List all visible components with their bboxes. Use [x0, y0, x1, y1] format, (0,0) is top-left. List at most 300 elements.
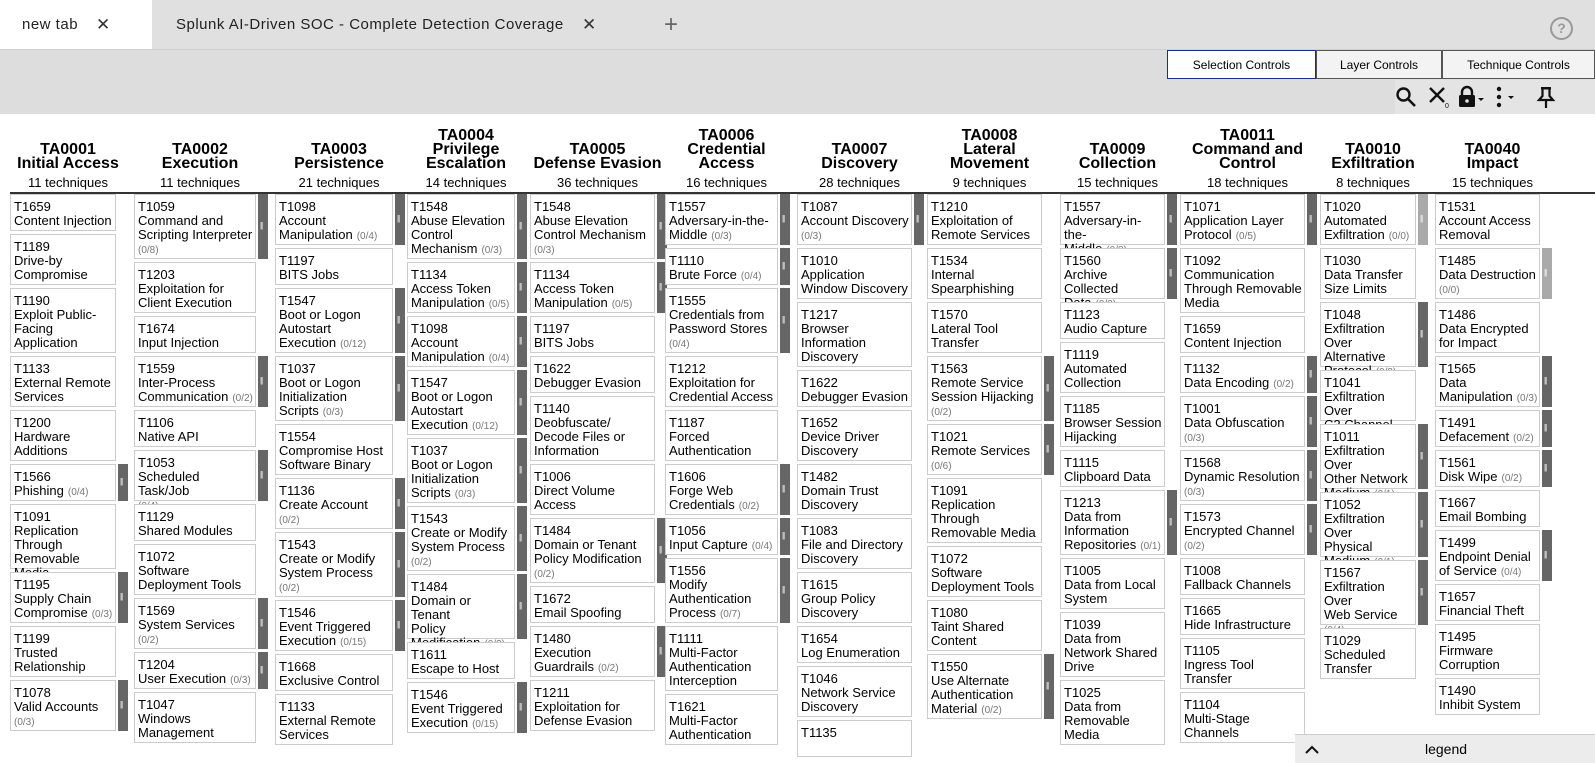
technique-name: Scheduled Task/Job — [138, 469, 200, 498]
technique-cell[interactable] — [1435, 490, 1540, 527]
subtechnique-toggle[interactable] — [780, 518, 790, 555]
technique-cell[interactable] — [1320, 194, 1416, 245]
technique-cell[interactable] — [530, 626, 655, 677]
subtechnique-toggle[interactable] — [258, 450, 268, 501]
technique-cell[interactable] — [665, 356, 778, 407]
technique-cell[interactable] — [797, 518, 912, 569]
technique-name: Transfer — [931, 335, 979, 350]
technique-cell[interactable] — [665, 626, 778, 691]
technique-cell[interactable] — [134, 450, 256, 501]
technique-name: Inter-Process — [138, 375, 216, 390]
tactic-header[interactable] — [275, 124, 403, 190]
technique-name: Discovery — [801, 349, 859, 364]
subtechnique-toggle[interactable] — [1307, 396, 1317, 447]
technique-name: Decode Files or — [534, 429, 626, 444]
subtechnique-toggle[interactable] — [517, 438, 527, 503]
subtechnique-toggle[interactable] — [1418, 302, 1428, 367]
technique-cell[interactable] — [797, 626, 912, 663]
subtechnique-toggle[interactable] — [517, 194, 527, 259]
technique-cell[interactable] — [530, 586, 655, 623]
tactic-header[interactable] — [134, 124, 266, 190]
technique-cell[interactable] — [1060, 558, 1165, 609]
tactic-header[interactable] — [10, 124, 126, 190]
technique-cell[interactable] — [407, 642, 515, 679]
technique-cell[interactable] — [530, 194, 655, 259]
subtechnique-toggle[interactable] — [1307, 450, 1317, 501]
technique-cell[interactable] — [134, 262, 256, 313]
technique-cell[interactable] — [10, 572, 116, 623]
tactic-header[interactable] — [665, 124, 788, 190]
subtechnique-toggle[interactable] — [1044, 654, 1054, 719]
technique-name: Browser Session — [1064, 415, 1162, 430]
technique-cell[interactable] — [665, 288, 778, 353]
technique-name: Software Binary — [279, 457, 371, 472]
technique-id: T1531 — [1439, 199, 1476, 214]
subtechnique-toggle[interactable] — [1307, 504, 1317, 555]
technique-cell[interactable] — [134, 544, 256, 595]
technique-name: Collection — [1064, 375, 1122, 390]
tactic-header[interactable] — [927, 124, 1052, 190]
technique-cell[interactable] — [1435, 624, 1540, 675]
technique-cell[interactable] — [665, 464, 778, 515]
more-options-icon[interactable] — [1493, 80, 1517, 114]
technique-name: Data from Local — [1064, 577, 1156, 592]
subtechnique-toggle[interactable] — [1307, 356, 1317, 393]
technique-name: Execution — [411, 417, 469, 432]
technique-name: Automated — [1064, 361, 1127, 376]
subtechnique-toggle[interactable] — [1418, 424, 1428, 489]
tactic-id: TA0005 — [569, 141, 626, 158]
technique-cell[interactable] — [407, 262, 515, 313]
technique-id: T1001 — [1184, 401, 1221, 416]
technique-name: Content — [931, 633, 977, 648]
technique-cell[interactable] — [275, 532, 393, 597]
technique-count: 11 techniques — [160, 175, 240, 190]
subtechnique-toggle[interactable] — [258, 652, 268, 689]
technique-cell[interactable] — [10, 234, 116, 285]
subtechnique-toggle[interactable] — [1542, 410, 1552, 447]
technique-cell[interactable] — [797, 370, 912, 407]
tactic-header[interactable] — [1060, 124, 1175, 190]
subtechnique-toggle[interactable] — [517, 370, 527, 435]
technique-id: T1008 — [1184, 563, 1221, 578]
subtechnique-toggle[interactable] — [1418, 560, 1428, 625]
technique-id: T1557 — [1064, 199, 1101, 214]
technique-id: T1111 — [669, 631, 703, 646]
technique-cell[interactable] — [407, 370, 515, 435]
deselect-icon[interactable] — [1427, 80, 1451, 114]
technique-cell[interactable] — [665, 558, 778, 623]
subtechnique-toggle[interactable] — [780, 248, 790, 285]
technique-cell[interactable] — [10, 194, 116, 231]
subtechnique-count: (0/4) — [488, 353, 510, 364]
technique-name: Policy Modification — [534, 551, 642, 566]
pin-icon[interactable] — [1535, 80, 1557, 114]
technique-name: Information — [801, 335, 867, 350]
technique-id: T1652 — [801, 415, 838, 430]
technique-name: Exploitation of — [931, 213, 1013, 228]
subtechnique-toggle[interactable] — [395, 478, 405, 529]
technique-name: of Service — [1439, 563, 1497, 578]
technique-id: T1030 — [1324, 253, 1361, 268]
technique-cell[interactable] — [797, 572, 912, 623]
technique-name: Clipboard Data — [1064, 469, 1151, 484]
technique-cell[interactable] — [407, 682, 515, 733]
subtechnique-toggle[interactable] — [1044, 424, 1054, 475]
technique-name: Scripts — [279, 403, 319, 418]
technique-name: Information — [534, 443, 600, 458]
subtechnique-toggle[interactable] — [118, 464, 128, 501]
add-tab-icon[interactable]: + — [664, 11, 679, 38]
technique-cell[interactable] — [275, 424, 393, 475]
technique-name: Create Account — [279, 497, 368, 512]
technique-cell[interactable] — [275, 694, 393, 745]
tab-label: new tab — [22, 16, 79, 33]
technique-cell[interactable] — [927, 248, 1042, 299]
technique-cell[interactable] — [275, 356, 393, 421]
technique-cell[interactable] — [275, 654, 393, 691]
technique-id: T1185 — [1064, 401, 1100, 416]
technique-id: T1621 — [669, 699, 706, 714]
technique-cell[interactable] — [10, 288, 116, 353]
technique-cell[interactable] — [927, 194, 1042, 245]
technique-cell[interactable] — [797, 248, 912, 299]
tactic-header[interactable] — [1435, 124, 1550, 190]
technique-cell[interactable] — [1180, 504, 1305, 555]
subtechnique-toggle[interactable] — [1044, 356, 1054, 421]
tab-new-tab[interactable] — [0, 0, 152, 49]
technique-id: T1547 — [411, 375, 448, 390]
subtechnique-toggle[interactable] — [517, 682, 527, 733]
technique-cell[interactable] — [1180, 692, 1305, 743]
technique-cell[interactable] — [407, 194, 515, 259]
technique-cell[interactable] — [10, 504, 116, 569]
technique-name: Data — [1439, 375, 1467, 390]
technique-cell[interactable] — [665, 248, 778, 285]
technique-cell[interactable] — [530, 680, 655, 731]
technique-cell[interactable] — [1180, 558, 1305, 595]
technique-cell[interactable] — [1435, 450, 1540, 487]
technique-id: T1495 — [1439, 629, 1476, 644]
subtechnique-count: (0/5) — [488, 299, 510, 310]
technique-cell[interactable] — [275, 478, 393, 529]
subtechnique-count: (0/2) — [931, 407, 952, 418]
technique-cell[interactable] — [530, 356, 655, 393]
subtechnique-toggle[interactable] — [914, 194, 924, 245]
technique-cell[interactable] — [797, 666, 912, 717]
technique-cell[interactable] — [530, 396, 655, 461]
subtechnique-toggle[interactable] — [1418, 492, 1428, 557]
technique-name: Forge Web — [669, 483, 734, 498]
subtechnique-toggle[interactable] — [1167, 490, 1177, 555]
subtechnique-toggle[interactable] — [258, 598, 268, 649]
technique-cell[interactable] — [927, 546, 1042, 597]
technique-name: Management — [138, 725, 214, 740]
subtechnique-toggle[interactable] — [1167, 248, 1177, 299]
close-icon[interactable]: ✕ — [96, 14, 111, 34]
technique-name: Media — [1184, 295, 1220, 310]
technique-cell[interactable] — [1060, 450, 1165, 487]
technique-cell[interactable] — [1180, 396, 1305, 447]
technique-id: T1566 — [14, 469, 51, 484]
technique-cell[interactable] — [1320, 424, 1416, 489]
technique-cell[interactable] — [1320, 302, 1416, 367]
tactic-name: Initial Access — [17, 155, 119, 172]
technique-id: T1091 — [931, 483, 968, 498]
technique-cell[interactable] — [1435, 248, 1540, 299]
technique-cell[interactable] — [1060, 194, 1165, 245]
technique-cell[interactable] — [275, 288, 393, 353]
technique-cell[interactable] — [1060, 302, 1165, 339]
chevron-up-icon[interactable] — [1305, 741, 1319, 757]
technique-id: T1190 — [14, 293, 50, 308]
technique-cell[interactable] — [665, 410, 778, 461]
subtechnique-count: (0/2) — [597, 663, 619, 674]
lock-icon[interactable] — [1457, 80, 1485, 114]
technique-cell[interactable] — [407, 506, 515, 571]
subtechnique-count: (0/3) — [1516, 393, 1538, 404]
subtechnique-toggle[interactable] — [1542, 356, 1552, 407]
technique-id: T1087 — [801, 199, 838, 214]
subtechnique-count: (0/3) — [711, 231, 732, 242]
technique-id: T1098 — [279, 199, 316, 214]
technique-name: Content Injection — [14, 213, 112, 228]
technique-cell[interactable] — [530, 464, 655, 515]
technique-cell[interactable] — [10, 410, 116, 461]
technique-cell[interactable] — [665, 518, 778, 555]
subtechnique-toggle[interactable] — [118, 572, 128, 623]
tactic-column — [134, 124, 270, 763]
technique-name: Create or Modify — [279, 551, 376, 566]
technique-name: Physical — [1324, 539, 1373, 554]
subtechnique-toggle[interactable] — [118, 680, 128, 731]
tab-splunk-soc[interactable] — [152, 0, 638, 49]
technique-cell[interactable] — [1435, 356, 1540, 407]
technique-name: Automated — [1324, 213, 1387, 228]
technique-cell[interactable] — [134, 598, 256, 649]
technique-name: Boot or Logon — [279, 307, 361, 322]
technique-name: Scripts — [411, 485, 451, 500]
technique-cell[interactable] — [530, 262, 655, 313]
technique-cell[interactable] — [10, 356, 116, 407]
tactic-header[interactable] — [1320, 124, 1426, 190]
technique-cell[interactable] — [530, 316, 655, 353]
technique-id: T1133 — [14, 361, 50, 376]
subtechnique-count: (0/0) — [1439, 285, 1460, 296]
technique-cell[interactable] — [275, 248, 393, 285]
technique-name: Deobfuscate/ — [534, 415, 611, 430]
technique-id: T1499 — [1439, 535, 1476, 550]
tactic-name: Exfiltration — [1331, 155, 1415, 172]
technique-id: T1047 — [138, 697, 175, 712]
technique-cell[interactable] — [1180, 194, 1305, 245]
technique-cell[interactable] — [1060, 248, 1165, 299]
technique-id: T1491 — [1439, 415, 1476, 430]
technique-cell[interactable] — [1320, 492, 1416, 557]
technique-cell[interactable] — [275, 194, 393, 245]
technique-id: T1136 — [279, 483, 315, 498]
technique-name: Removable — [1064, 713, 1130, 728]
subtechnique-toggle[interactable] — [395, 600, 405, 651]
technique-cell[interactable] — [1320, 370, 1416, 421]
technique-cell[interactable] — [927, 654, 1042, 719]
technique-id: T1484 — [534, 523, 571, 538]
technique-cell[interactable] — [1180, 638, 1305, 689]
technique-cell[interactable] — [407, 316, 515, 367]
technique-controls-tab[interactable]: Technique Controls — [1442, 50, 1595, 79]
close-icon[interactable]: ✕ — [582, 14, 597, 34]
subtechnique-toggle[interactable] — [258, 356, 268, 407]
technique-name: Input Injection — [138, 335, 219, 350]
tactic-name: Access — [698, 155, 755, 172]
technique-cell[interactable] — [1180, 356, 1305, 393]
technique-name: Defacement — [1439, 429, 1510, 444]
technique-name: Taint Shared — [931, 619, 1004, 634]
technique-cell[interactable] — [1180, 450, 1305, 501]
technique-name: Exfiltration Over — [1324, 443, 1385, 472]
subtechnique-toggle[interactable] — [258, 194, 268, 259]
technique-name: Credential Access — [669, 389, 774, 404]
technique-cell[interactable] — [1060, 612, 1165, 677]
subtechnique-toggle[interactable] — [780, 464, 790, 515]
technique-cell[interactable] — [1060, 342, 1165, 393]
technique-cell[interactable] — [407, 574, 515, 639]
technique-cell[interactable] — [407, 438, 515, 503]
technique-cell[interactable] — [797, 194, 912, 245]
subtechnique-toggle[interactable] — [395, 356, 405, 421]
technique-cell[interactable] — [665, 694, 778, 745]
tactic-header[interactable] — [407, 124, 525, 190]
technique-name: Account — [411, 335, 458, 350]
subtechnique-count: (0/2) — [411, 557, 432, 568]
technique-cell[interactable] — [134, 356, 256, 407]
subtechnique-toggle[interactable] — [1167, 194, 1177, 245]
technique-cell[interactable] — [797, 410, 912, 461]
tactic-name: Discovery — [821, 155, 898, 172]
technique-name: Hijacking — [1064, 429, 1117, 444]
technique-cell[interactable] — [134, 316, 256, 353]
technique-cell[interactable] — [927, 356, 1042, 421]
tactic-header[interactable] — [1180, 124, 1315, 190]
tactic-header[interactable] — [797, 124, 922, 190]
selection-controls-tab[interactable]: Selection Controls — [1167, 50, 1316, 79]
technique-id: T1199 — [14, 631, 50, 646]
technique-name: External Remote — [14, 375, 111, 390]
subtechnique-toggle[interactable] — [1542, 530, 1552, 581]
subtechnique-toggle[interactable] — [517, 574, 527, 639]
technique-name: Replication — [931, 497, 996, 512]
technique-cell[interactable] — [134, 652, 256, 689]
search-icon[interactable] — [1395, 80, 1417, 114]
technique-cell[interactable] — [797, 720, 912, 757]
subtechnique-toggle[interactable] — [1307, 194, 1317, 245]
legend-bar[interactable] — [1295, 734, 1595, 763]
help-icon[interactable]: ? — [1550, 17, 1573, 40]
technique-cell[interactable] — [134, 504, 256, 541]
subtechnique-toggle[interactable] — [395, 532, 405, 597]
technique-cell[interactable] — [10, 680, 116, 731]
technique-id: T1056 — [669, 523, 706, 538]
technique-cell[interactable] — [1320, 628, 1416, 679]
technique-cell[interactable] — [10, 626, 116, 677]
technique-cell[interactable] — [1060, 680, 1165, 745]
technique-cell[interactable] — [927, 424, 1042, 475]
subtechnique-toggle[interactable] — [395, 288, 405, 353]
technique-name: Middle — [669, 227, 708, 242]
subtechnique-toggle[interactable] — [1418, 194, 1428, 245]
technique-cell[interactable] — [1435, 302, 1540, 353]
technique-cell[interactable] — [1435, 678, 1540, 715]
technique-cell[interactable] — [134, 410, 256, 447]
technique-cell[interactable] — [927, 600, 1042, 651]
technique-cell[interactable] — [1435, 584, 1540, 621]
subtechnique-toggle[interactable] — [517, 316, 527, 367]
technique-cell[interactable] — [927, 478, 1042, 543]
technique-cell[interactable] — [530, 518, 655, 583]
technique-name: Input Capture — [669, 537, 748, 552]
technique-name: Exclusive Control — [279, 673, 380, 688]
subtechnique-toggle[interactable] — [517, 506, 527, 571]
technique-cell[interactable] — [134, 692, 256, 743]
subtechnique-toggle[interactable] — [780, 288, 790, 353]
technique-cell[interactable] — [10, 464, 116, 501]
technique-id: T1189 — [14, 239, 50, 254]
subtechnique-count: (0/8) — [138, 245, 159, 256]
technique-cell[interactable] — [1435, 410, 1540, 447]
technique-name: Removable Media — [931, 525, 1036, 540]
technique-cell[interactable] — [1435, 194, 1540, 245]
technique-name: Services — [14, 389, 64, 404]
technique-id: T1555 — [669, 293, 706, 308]
technique-cell[interactable] — [1060, 396, 1165, 447]
tactic-header[interactable] — [530, 124, 665, 190]
technique-name: Financial Theft — [1439, 603, 1525, 618]
technique-id: T1053 — [138, 455, 175, 470]
subtechnique-toggle[interactable] — [395, 194, 405, 245]
tactic-name: Collection — [1078, 155, 1157, 172]
technique-cell[interactable] — [1180, 316, 1305, 353]
technique-cell[interactable] — [665, 194, 778, 245]
technique-name: Multi-Stage — [1184, 711, 1250, 726]
technique-name: Forced — [669, 429, 710, 444]
technique-id: T1110 — [669, 253, 704, 268]
technique-cell[interactable] — [275, 600, 393, 651]
subtechnique-toggle[interactable] — [780, 194, 790, 245]
technique-name: Guardrails — [534, 659, 594, 674]
technique-cell[interactable] — [1060, 490, 1165, 555]
technique-cell[interactable] — [1320, 248, 1416, 299]
subtechnique-count: (0/3) — [481, 245, 503, 256]
technique-cell[interactable] — [797, 464, 912, 515]
layer-controls-tab[interactable]: Layer Controls — [1316, 50, 1442, 79]
subtechnique-toggle[interactable] — [780, 558, 790, 623]
technique-id: T1104 — [1184, 697, 1220, 712]
subtechnique-toggle[interactable] — [1542, 450, 1552, 487]
technique-cell[interactable] — [1435, 530, 1540, 581]
technique-name: Direct Volume — [534, 483, 615, 498]
technique-cell[interactable] — [1180, 598, 1305, 635]
technique-cell[interactable] — [134, 194, 256, 259]
technique-name: Debugger Evasion — [801, 389, 908, 404]
technique-cell[interactable] — [927, 302, 1042, 353]
tactic-name: Escalation — [425, 155, 507, 172]
technique-cell[interactable] — [797, 302, 912, 367]
subtechnique-toggle[interactable] — [517, 262, 527, 313]
subtechnique-toggle[interactable] — [1542, 248, 1552, 299]
technique-cell[interactable] — [1320, 560, 1416, 625]
technique-name: Execution — [279, 633, 337, 648]
technique-cell[interactable] — [1180, 248, 1305, 313]
